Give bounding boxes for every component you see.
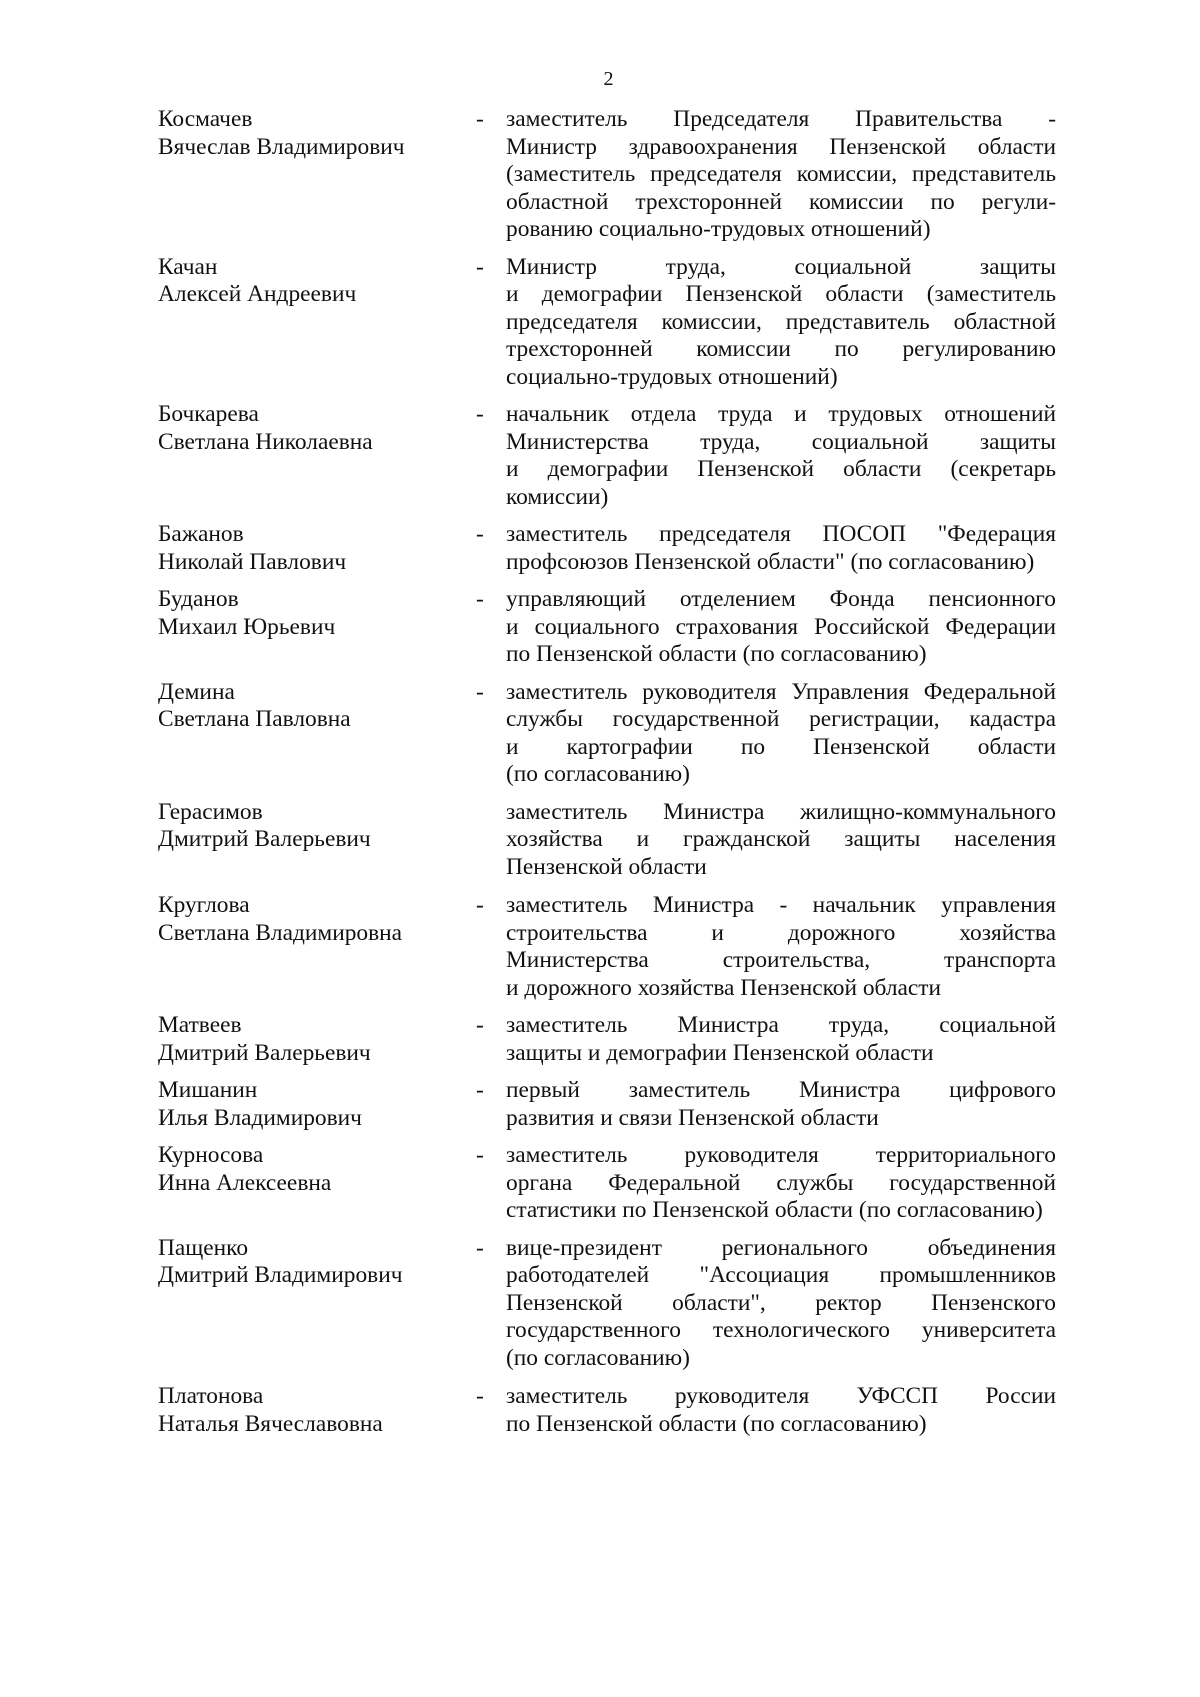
position-line: защиты и демографии Пензенской области [506,1039,934,1066]
member-surname: Курносова [158,1142,264,1168]
member-given-name: Наталья Вячеславовна [158,1410,383,1437]
member-surname: Бочкарева [158,401,259,427]
position-line: областной трехсторонней комиссии по регули- [506,188,1056,215]
position-line: (по согласованию) [506,761,690,787]
position-line: Министр труда, социальной защиты [506,253,1056,280]
member-surname: Бажанов [158,521,244,547]
member-surname: Матвеев [158,1012,242,1038]
member-entry [158,401,1058,511]
position-line: комиссии) [506,483,609,510]
member-name [158,1142,476,1197]
member-position [506,586,1056,669]
member-position [506,106,1056,244]
position-line: начальник отдела труда и трудовых отношений [506,401,1056,427]
member-dash: - [476,1383,484,1409]
member-position [506,254,1056,392]
member-surname: Пащенко [158,1234,249,1261]
position-line: и картографии по Пензенской области [506,733,1056,760]
position-line: заместитель руководителя Управления Федеральной [506,678,1056,705]
member-position [506,1142,1056,1225]
member-given-name: Дмитрий Валерьевич [158,826,371,852]
position-line: строительства и дорожного хозяйства [506,919,1056,946]
member-given-name: Светлана Владимировна [158,919,403,946]
member-given-name: Светлана Николаевна [158,428,373,455]
position-line: (по согласованию) [506,1344,690,1371]
member-position [506,892,1056,1002]
member-dash: - [476,1234,484,1261]
member-name [158,1077,476,1132]
member-dash: - [476,1077,484,1103]
member-given-name: Николай Павлович [158,548,347,575]
member-entry [158,254,1058,392]
position-line: заместитель Председателя Правительства - [506,106,1056,132]
member-name [158,254,476,309]
member-name [158,401,476,456]
member-given-name: Алексей Андреевич [158,281,357,307]
member-dash: - [476,892,484,918]
member-name [158,1235,476,1290]
member-surname: Буданов [158,586,239,612]
position-line: заместитель руководителя УФССП России [506,1383,1056,1409]
member-entry [158,892,1058,1002]
position-line: рованию социально-трудовых отношений) [506,216,931,242]
member-dash: - [476,106,484,132]
position-line: трехсторонней комиссии по регулированию [506,336,1056,362]
member-surname: Круглова [158,892,250,918]
member-dash: - [476,1142,484,1168]
position-line: по Пензенской области (по согласованию) [506,1410,927,1437]
position-line: вице-президент регионального объединения [506,1234,1056,1261]
member-name [158,892,476,947]
member-name [158,521,476,576]
position-line: Пензенской области", ректор Пензенского [506,1289,1056,1316]
member-surname: Герасимов [158,798,263,825]
member-surname: Мишанин [158,1077,258,1103]
member-entry [158,521,1058,576]
member-entry [158,1012,1058,1067]
member-name [158,1383,476,1438]
position-line: и социального страхования Российской Федерации [506,613,1056,640]
position-line: социально-трудовых отношений) [506,363,838,390]
member-given-name: Дмитрий Владимирович [158,1262,403,1288]
position-line: и демографии Пензенской области (секретарь [506,456,1056,482]
position-line: Министерства труда, социальной защиты [506,428,1056,455]
position-line: развития и связи Пензенской области [506,1104,879,1131]
position-line: хозяйства и гражданской защиты населения [506,826,1056,852]
position-line: заместитель Министра жилищно-коммунального [506,798,1056,825]
member-given-name: Вячеслав Владимирович [158,133,405,160]
member-given-name: Инна Алексеевна [158,1169,332,1196]
position-line: Пензенской области [506,853,707,880]
member-name [158,679,476,734]
member-name [158,1012,476,1067]
member-entry [158,1235,1058,1373]
member-position [506,1077,1056,1132]
position-line: заместитель Министра - начальник управления [506,892,1056,918]
position-line: заместитель руководителя территориального [506,1142,1056,1168]
position-line: по Пензенской области (по согласованию) [506,641,927,667]
member-surname: Платонова [158,1383,264,1409]
member-given-name: Илья Владимирович [158,1104,362,1131]
member-position [506,679,1056,789]
member-dash: - [476,253,484,280]
position-line: и дорожного хозяйства Пензенской области [506,974,942,1001]
position-line: первый заместитель Министра цифрового [506,1077,1056,1103]
position-line: работодателей "Ассоциация промышленников [506,1262,1056,1288]
member-given-name: Михаил Юрьевич [158,613,336,640]
position-line: службы государственной регистрации, кадастра [506,706,1056,732]
member-position [506,799,1056,882]
member-entry [158,106,1058,244]
member-name [158,106,476,161]
member-surname: Космачев [158,106,253,132]
position-line: заместитель председателя ПОСОП "Федерация [506,521,1056,547]
member-entry [158,586,1058,669]
member-name [158,799,476,854]
position-line: профсоюзов Пензенской области" (по согласованию) [506,548,1035,575]
member-dash: - [476,401,484,427]
member-dash: - [476,521,484,547]
position-line: Министерства строительства, транспорта [506,947,1056,973]
member-position [506,401,1056,511]
position-line: и демографии Пензенской области (заместитель [506,281,1056,307]
member-name [158,586,476,641]
member-given-name: Дмитрий Валерьевич [158,1039,371,1066]
position-line: председателя комиссии, представитель областной [506,308,1056,335]
position-line: статистики по Пензенской области (по согласованию) [506,1197,1043,1223]
member-entry [158,1142,1058,1225]
position-line: (заместитель председателя комиссии, представитель [506,161,1056,187]
position-line: Министр здравоохранения Пензенской области [506,133,1056,160]
member-entry [158,1383,1058,1438]
position-line: органа Федеральной службы государственной [506,1169,1056,1196]
member-dash: - [476,1012,484,1038]
position-line: государственного технологического университета [506,1317,1056,1343]
member-entry [158,679,1058,789]
member-surname: Демина [158,678,235,705]
member-position [506,1235,1056,1373]
member-position [506,1383,1056,1438]
position-line: управляющий отделением Фонда пенсионного [506,586,1056,612]
member-entry [158,1077,1058,1132]
position-line: заместитель Министра труда, социальной [506,1012,1056,1038]
page-number: 2 [603,68,614,90]
member-position [506,1012,1056,1067]
member-list [158,106,1058,1438]
member-dash: - [476,586,484,612]
member-given-name: Светлана Павловна [158,706,351,732]
member-entry [158,799,1058,882]
member-dash: - [476,678,484,705]
member-position [506,521,1056,576]
member-surname: Качан [158,253,218,280]
